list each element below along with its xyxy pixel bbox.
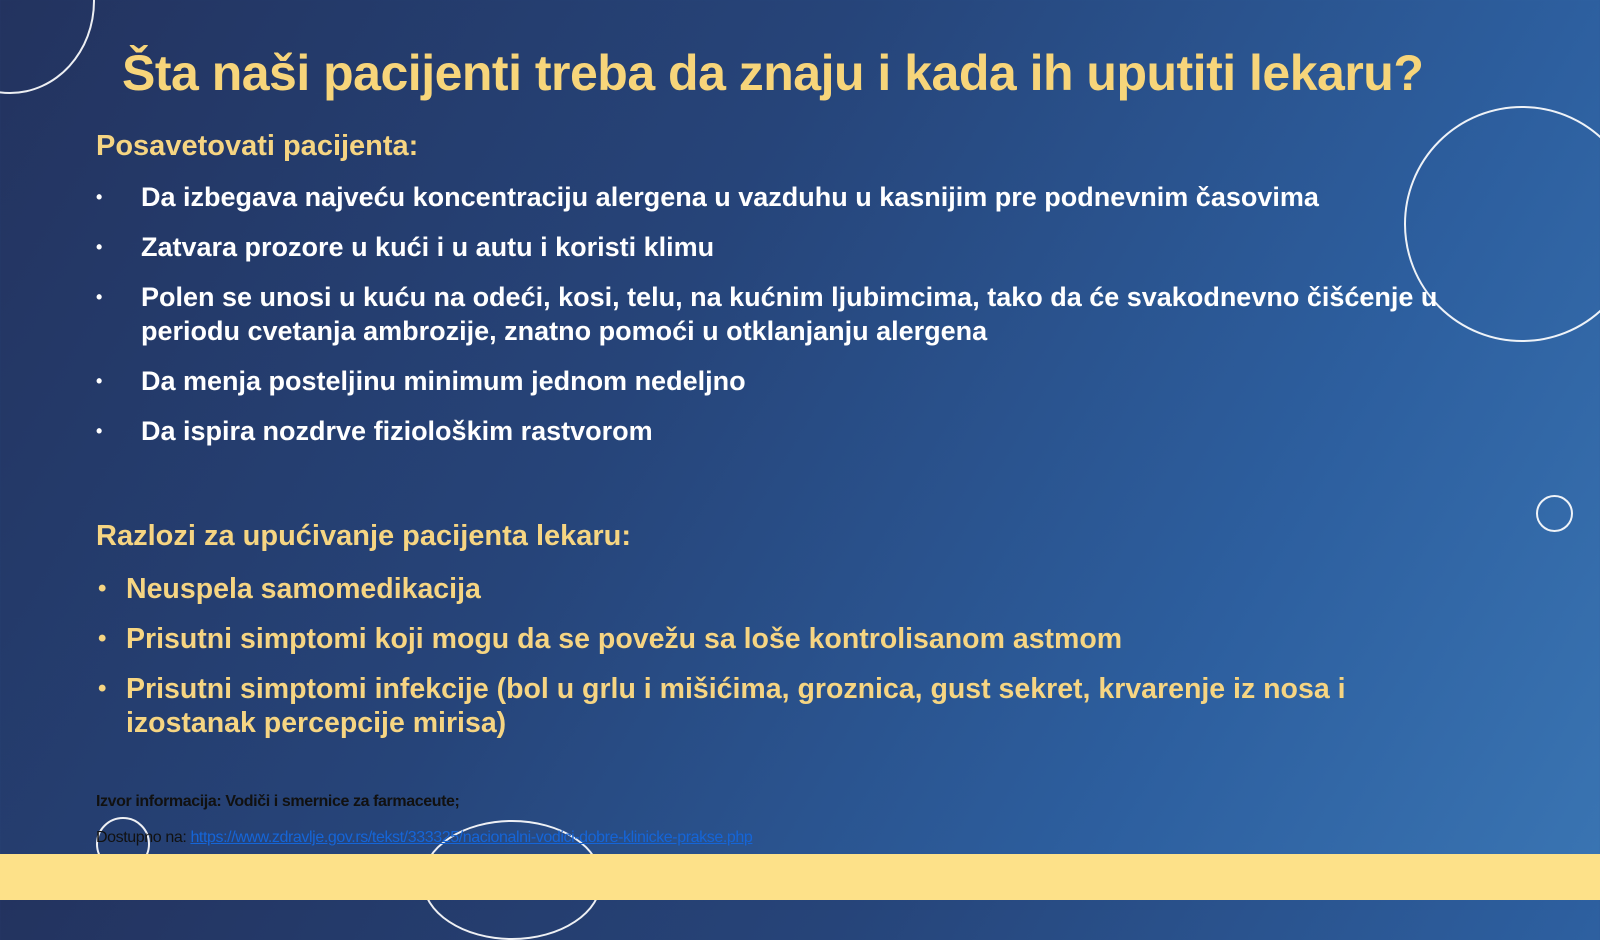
source-link[interactable]: https://www.zdravlje.gov.rs/tekst/333325/nacionalni-vodici-dobre-klinicke-prakse.php — [190, 829, 753, 846]
source-text: Izvor informacija: Vodiči i smernice za farmaceute; — [96, 793, 460, 810]
list-item: • Da izbegava najveću koncentraciju alergena u vazduhu u kasnijim pre podnevnim časovima — [96, 182, 1319, 212]
bullet-icon: • — [98, 625, 107, 652]
bullet-icon: • — [98, 675, 107, 702]
list-item: • Prisutni simptomi koji mogu da se povežu sa loše kontrolisanom astmom — [98, 623, 1123, 655]
list-item: • Neuspela samomedikacija — [98, 573, 481, 605]
advice-list — [96, 180, 1476, 464]
referral-list — [96, 572, 1476, 756]
bullet-icon: • — [96, 421, 103, 441]
decorative-circle-right-small — [1536, 495, 1573, 532]
bullet-icon: • — [96, 287, 103, 307]
decorative-circle-top-left — [0, 0, 95, 94]
bullet-icon: • — [96, 187, 103, 207]
slide-title: Šta naši pacijenti treba da znaju i kada ih uputiti lekaru? — [122, 45, 1424, 101]
list-item: • Da ispira nozdrve fiziološkim rastvorom — [96, 416, 653, 446]
advice-heading: Posavetovati pacijenta: — [96, 130, 419, 162]
list-item: • Prisutni simptomi infekcije (bol u grlu i mišićima, groznica, gust sekret, krvarenje iz nosa i izostanak percepcije mirisa) — [98, 673, 1346, 739]
list-item: • Zatvara prozore u kući i u autu i koristi klimu — [96, 232, 715, 262]
footer-bar — [0, 854, 1600, 900]
list-item: • Da menja posteljinu minimum jednom nedeljno — [96, 366, 746, 396]
referral-heading: Razlozi za upućivanje pacijenta lekaru: — [96, 520, 632, 552]
bullet-icon: • — [96, 371, 103, 391]
bullet-icon: • — [96, 237, 103, 257]
source-link-line — [96, 829, 752, 847]
source-link-label: Dostupno na: — [96, 829, 191, 846]
list-item: • Polen se unosi u kuću na odeći, kosi, telu, na kućnim ljubimcima, tako da će svakodnevno čišćenje u periodu cvetanja ambrozije, znatno pomoći u otklanjanju alergena — [96, 282, 1438, 346]
bullet-icon: • — [98, 575, 107, 602]
